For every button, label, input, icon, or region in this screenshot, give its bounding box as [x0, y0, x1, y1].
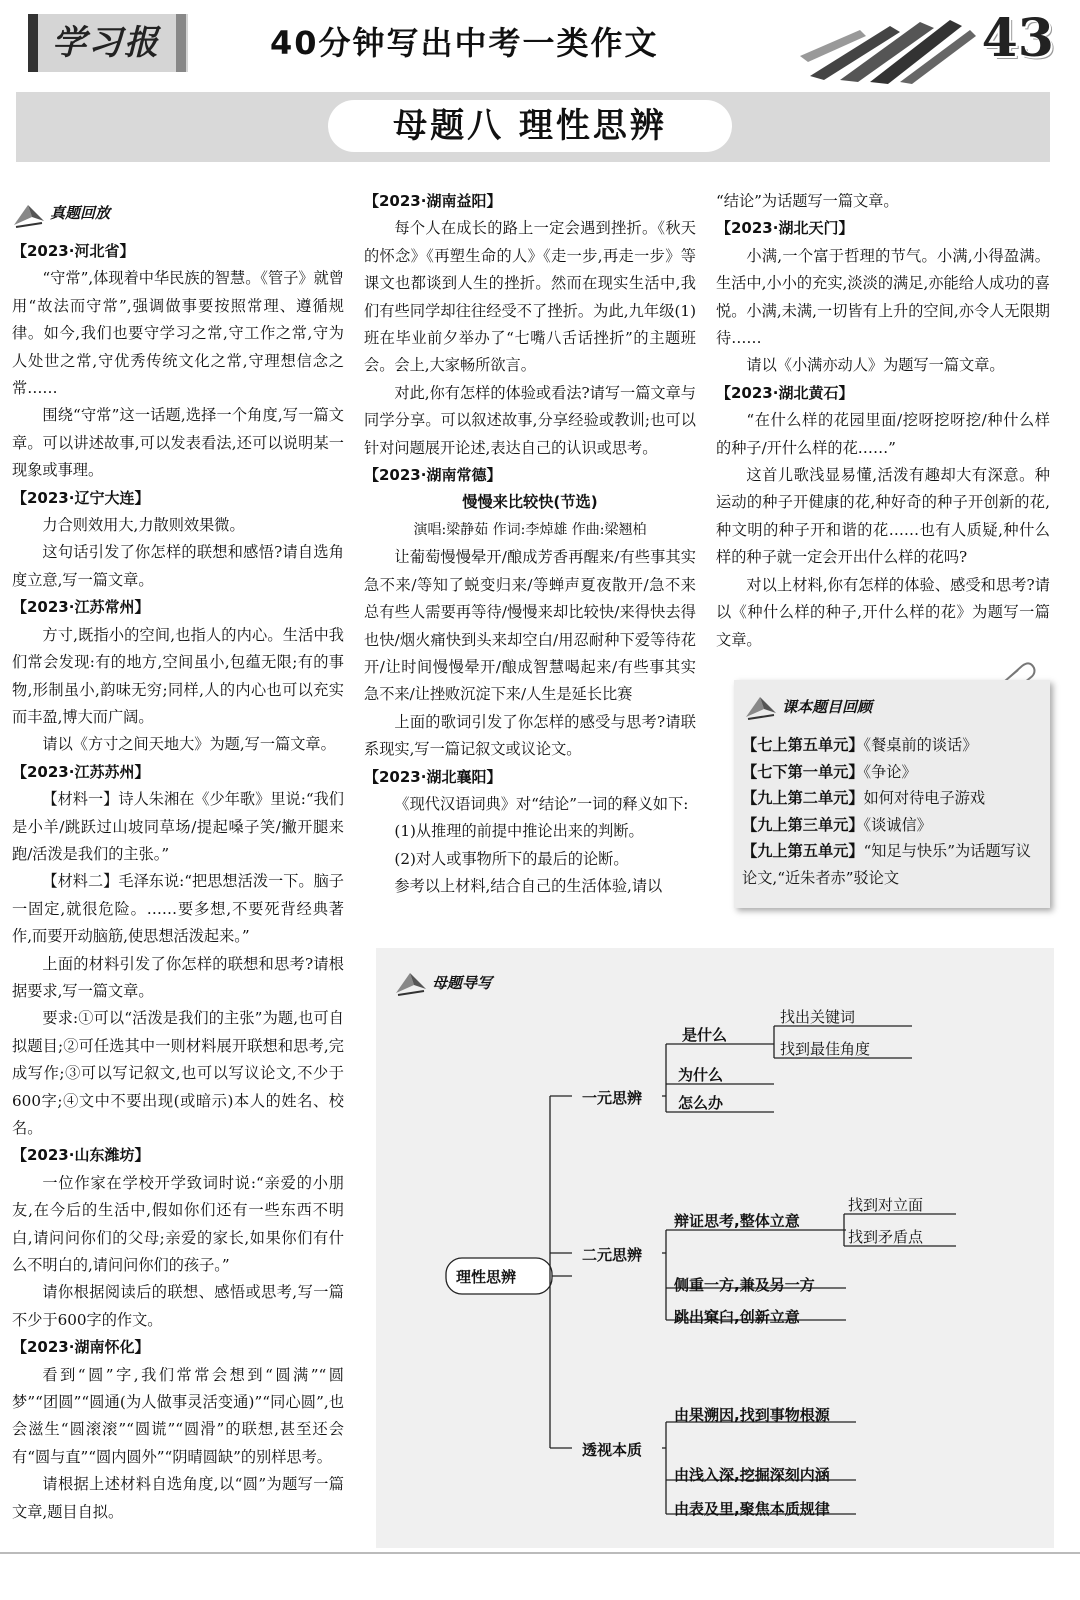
page-number: 43	[981, 8, 1054, 69]
unit-label: 【七下第一单元】	[742, 762, 864, 781]
item-text: “知足与快乐”为话题写议论文,“近朱者赤”驳论文	[742, 842, 1031, 887]
topic-title: 母题八 理性思辨	[328, 100, 732, 152]
textbook-item	[742, 732, 1038, 759]
item-text: 《争论》	[863, 762, 917, 781]
paragraph: “守常”,体现着中华民族的智慧。《管子》就曾用“故法而守常”,强调做事要按照常理、遵循规律。如今,我们也要守学习之常,守工作之常,守为人处世之常,守优秀传统文化之常,守理想信念之常……	[12, 269, 344, 398]
right-column	[716, 188, 1050, 654]
paragraph: 上面的材料引发了你怎样的联想和思考?请根据要求,写一篇文章。	[12, 954, 344, 1000]
song-credits: 演唱:梁静茹 作词:李焯雄 作曲:梁翘柏	[413, 521, 647, 538]
paragraph: 《现代汉语词典》对“结论”一词的释义如下:	[394, 794, 689, 813]
exam-source-heading: 【2023·湖北襄阳】	[364, 767, 502, 786]
paragraph: 力合则效用大,力散则效果微。	[42, 516, 245, 535]
paragraph: 对此,你有怎样的体验或看法?请写一篇文章与同学分享。可以叙述故事,分享经验或教训;也可以针对问题展开论述,表达自己的认识或思考。	[364, 383, 696, 457]
paragraph: “在什么样的花园里面/挖呀挖呀挖/种什么样的种子/开什么样的花……”	[716, 411, 1050, 457]
textbook-item	[742, 785, 1038, 812]
exam-source-heading: 【2023·湖南怀化】	[12, 1338, 150, 1357]
item-text: 《谈诚信》	[863, 815, 932, 834]
paragraph: 每个人在成长的路上一定会遇到挫折。《秋天的怀念》《再塑生命的人》《走一步,再走一步》等课文也都谈到人生的挫折。然而在现实生活中,我们有些同学却往往经受不了挫折。为此,九年级(1)班在毕业前夕举办了“七嘴八舌话挫折”的主题班会。会上,大家畅所欲言。	[364, 219, 696, 375]
unit-label: 【九上第二单元】	[742, 789, 864, 807]
book-icon	[12, 199, 46, 229]
paragraph: 一位作家在学校开学致词时说:“亲爱的小朋友,在今后的生活中,假如你们还有一些东西不明白,请问问你们的父母;亲爱的家长,如果你们有什么不明白的,请问问你们的孩子。”	[12, 1173, 344, 1275]
section-title: 真题回放	[50, 204, 111, 223]
paragraph: 这首儿歌浅显易懂,活泼有趣却大有深意。种运动的种子开健康的花,种好奇的种子开创新的花,种文明的种子开和谐的花……也有人质疑,种什么样的种子就一定会开出什么样的花吗?	[716, 466, 1050, 567]
branch-binary: 二元思辨	[582, 1246, 643, 1264]
branch-essence: 透视本质	[582, 1441, 643, 1459]
item-text: 如何对待电子游戏	[863, 789, 985, 807]
paragraph: 请根据上述材料自选角度,以“圆”为题写一篇文章,题目自拟。	[12, 1475, 344, 1521]
paragraph: 这句话引发了你怎样的联想和感悟?请自选角度立意,写一篇文章。	[12, 543, 344, 589]
paragraph: 【材料一】诗人朱湘在《少年歌》里说:“我们是小羊/跳跃过山坡同草场/提起嗓子笑/撇开腿来跑/活泼是我们的主张。”	[12, 790, 344, 863]
paragraph: (2)对人或事物所下的最后的论断。	[394, 849, 629, 868]
page-header	[0, 0, 1080, 88]
paragraph: 要求:①可以“活泼是我们的主张”为题,也可自拟题目;②可任选其中一则材料展开联想和思考,完成写作;③可以写记叙文,也可以写议论文,不少于600字;④文中不要出现(或暗示)本人的姓名、校名。	[12, 1009, 344, 1137]
paragraph: 让葡萄慢慢晕开/酿成芳香再醒来/有些事其实急不来/等知了蜕变归来/等蝉声夏夜散开/急不来总有些人需要再等待/慢慢来却比较快/来得快去得也快/烟火痛快到头来却空白/用忍耐种下爱等待花开/让时间慢慢晕开/酿成智慧喝起来/有些事其实急不来/让挫败沉淀下来/人生是延长比赛	[364, 548, 696, 704]
bottom-rule	[0, 1552, 1080, 1554]
leaf-best-angle: 找到最佳角度	[780, 1040, 871, 1058]
exam-source-heading: 【2023·江苏常州】	[12, 598, 150, 617]
paragraph: 参考以上材料,结合自己的生活体验,请以	[394, 877, 663, 896]
node-innovate: 跳出窠臼,创新立意	[674, 1308, 800, 1326]
paragraph: 小满,一个富于哲理的节气。小满,小得盈满。生活中,小小的充实,淡淡的满足,亦能给人成功的喜悦。小满,未满,一切皆有上升的空间,亦令人无限期待……	[716, 246, 1050, 348]
paragraph: 围绕“守常”这一话题,选择一个角度,写一篇文章。可以讲述故事,可以发表看法,还可以说明某一现象或事理。	[12, 406, 344, 480]
paragraph: 请以《方寸之间天地大》为题,写一篇文章。	[42, 735, 336, 754]
item-text: 《餐桌前的谈话》	[863, 736, 978, 754]
node-trace-cause: 由果溯因,找到事物根源	[674, 1406, 830, 1424]
textbook-review-box	[734, 680, 1050, 908]
unit-label: 【九上第三单元】	[742, 815, 864, 834]
textbook-item	[742, 838, 1038, 891]
unit-label: 【七上第五单元】	[742, 736, 864, 754]
paragraph: 看到“圆”字,我们常常会想到“圆满”“圆梦”“团圆”“圆通(为人做事灵活变通)”“同心圆”,也会滋生“圆滚滚”“圆谎”“圆滑”的联想,甚至还会有“圆与直”“圆内圆外”“阴晴圆缺”的别样思考。	[12, 1365, 344, 1466]
branch-unary: 一元思辨	[582, 1089, 643, 1107]
song-title: 慢慢来比较快(节选)	[462, 493, 598, 512]
exam-source-heading: 【2023·湖北黄石】	[716, 383, 854, 402]
textbook-item	[742, 759, 1038, 786]
unit-label: 【九上第五单元】	[742, 842, 864, 860]
paragraph: 【材料二】毛泽东说:“把思想活泼一下。脑子一固定,就很危险。……要多想,不要死背经典著作,而要开动脑筋,使思想活泼起来。”	[12, 872, 344, 946]
paragraph: 请你根据阅读后的联想、感悟或思考,写一篇不少于600字的作文。	[12, 1283, 344, 1329]
node-dialectic: 辩证思考,整体立意	[674, 1212, 800, 1230]
paragraph: 请以《小满亦动人》为题写一篇文章。	[746, 356, 1005, 375]
exam-source-heading: 【2023·湖南常德】	[364, 466, 502, 485]
textbook-heading	[744, 682, 872, 730]
paragraph: “结论”为话题写一篇文章。	[716, 192, 899, 210]
leaf-keywords: 找出关键词	[780, 1008, 856, 1026]
exam-source-heading: 【2023·湖北天门】	[716, 219, 854, 238]
section-heading	[12, 190, 344, 238]
node-why: 为什么	[678, 1066, 724, 1084]
exam-source-heading: 【2023·河北省】	[12, 242, 135, 260]
node-what: 是什么	[682, 1026, 728, 1044]
left-column	[12, 190, 344, 1526]
mindmap-title: 母题导写	[432, 973, 493, 992]
newspaper-logo: 学习报	[28, 14, 188, 72]
node-focus-one-side: 侧重一方,兼及另一方	[674, 1276, 815, 1294]
book-icon	[744, 691, 778, 721]
exam-source-heading: 【2023·湖南益阳】	[364, 192, 502, 210]
paragraph: 上面的歌词引发了你怎样的感受与思考?请联系现实,写一篇记叙文或议论文。	[364, 712, 696, 759]
node-surface-to-core: 由表及里,聚焦本质规律	[674, 1500, 830, 1518]
mindmap-panel	[376, 948, 1054, 1548]
node-how: 怎么办	[678, 1094, 724, 1112]
middle-column	[364, 188, 696, 901]
exam-source-heading: 【2023·山东潍坊】	[12, 1146, 150, 1165]
node-dig-deep: 由浅入深,挖掘深刻内涵	[674, 1466, 830, 1484]
exam-source-heading: 【2023·辽宁大连】	[12, 488, 150, 507]
mindmap-root: 理性思辨	[456, 1268, 517, 1286]
leaf-contradiction: 找到矛盾点	[848, 1228, 924, 1246]
column-title: 40分钟写出中考一类作文	[270, 24, 659, 62]
paragraph: 对以上材料,你有怎样的体验、感受和思考?请以《种什么样的种子,开什么样的花》为题写一篇文章。	[716, 575, 1050, 649]
textbook-title: 课本题目回顾	[782, 697, 873, 716]
textbook-item	[742, 812, 1038, 839]
leaf-opposite: 找到对立面	[848, 1196, 924, 1214]
paragraph: (1)从推理的前提中推论出来的判断。	[394, 822, 644, 841]
exam-source-heading: 【2023·江苏苏州】	[12, 762, 150, 781]
logo-bar	[176, 14, 186, 72]
paragraph: 方寸,既指小的空间,也指人的内心。生活中我们常会发现:有的地方,空间虽小,包蕴无限;有的事物,形制虽小,韵味无穷;同样,人的内心也可以充实而丰盈,博大而广阔。	[12, 625, 344, 726]
